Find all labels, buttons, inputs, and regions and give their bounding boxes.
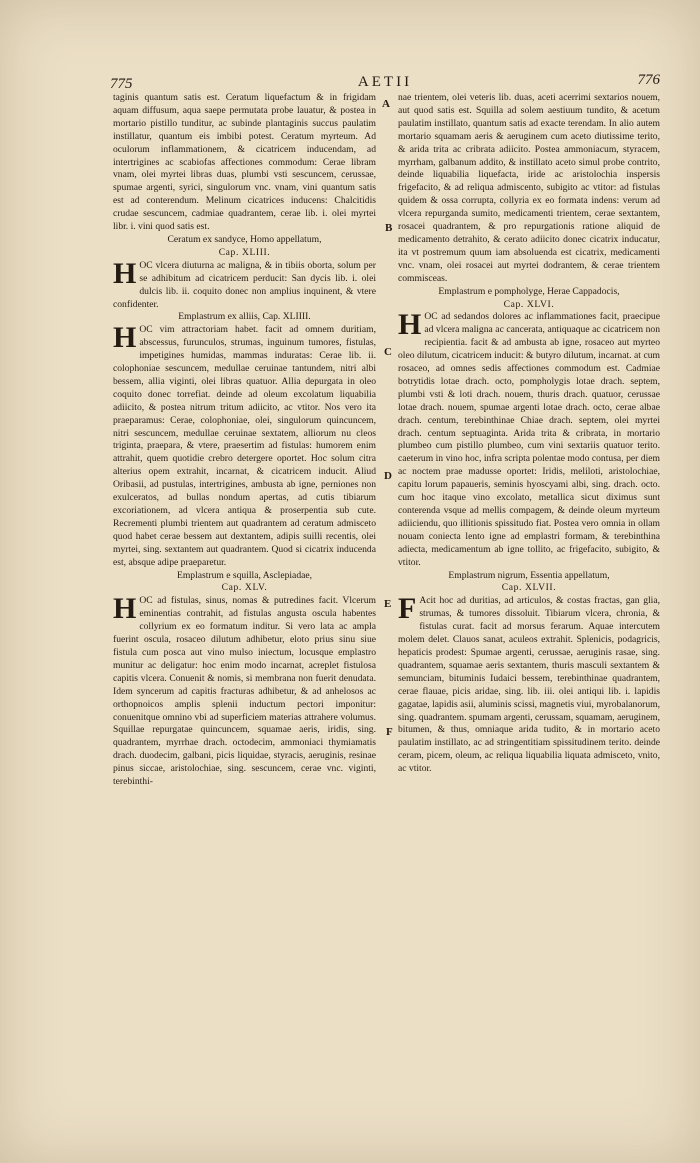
paragraph-text: Acit hoc ad duritias, ad articulos, & costas fractas, gan glia, strumas, & tumores dissoluit. Tibiarum vlcera, chronia, & fistulas curat. facit ad morsus ferarum. Aquae intercutem molem delet. Clauos sanat, aculeos extrahit. Splenicis, podagricis, hepaticis prodest: Spumae argenti, cerussae, aeruginis rasae, sing. quadrantem, squamae aeris sextantem, thuris masculi sextantem & semunciam, bituminis Iudaici bessem, terebinthinae quadrantem, cerae flauae, picis aridae, sing. lib. iii. olei antiqui lib. i. lapidis gagatae, lapidis asii, aluminis scissi, magnetis viui, myrobalanorum, sing. quadrantem. spumam argenti, cerussam, squamam, aeruginem, bitumen, & thus, omniaque arida tudito, & in mortario aceto paulatim instillato, ac ad stringentitiam spissitudinem terito. deinde ceram, picem, oleum, ac reliqua liquabilia liquata admisceto, vnito, ac vtitor. [398,595,660,775]
right-column [398,92,660,776]
left-column [113,92,376,789]
margin-letter-a: A [382,98,390,110]
margin-letter-d: D [384,470,392,482]
drop-capital: H [113,592,137,626]
chapter-title: Emplastrum nigrum, Essentia appellatum, [448,569,610,581]
drop-capital: H [398,308,422,342]
chapter-title: Emplastrum ex alliis, Cap. XLIIII. [178,311,311,323]
chapter-number: Cap. XLVI. [503,298,555,310]
chapter-title: Emplastrum e pompholyge, Herae Cappadocis, [438,285,620,297]
paragraph-text: OC vlcera diuturna ac maligna, & in tibiis oborta, solum per se adhibitum ad cicatricem perducit: San dycis lib. i. olei dulcis lib. ii. coquito donec non amplius inquinent, & vtere confidenter. [113,259,376,310]
chapter-number: Cap. XLV. [221,582,268,594]
chapter-number: Cap. XLVII. [501,582,557,594]
margin-letter-b: B [385,222,393,234]
paragraph-text: OC ad fistulas, sinus, nomas & putredines facit. Vlcerum eminentias contrahit, ad fistulas angusta osculа habentes collyrium ex eo formatum inditur. Si vero lata ac ampla fuerint oscula, rosaceo dilutum adhibetur, eloto prius sinu siue fistula cum posca aut vino mulso iniectum, locusque emplastro munitur ac deligatur: hoc enim modo incarnat, acreplet fistulosa capitis vlcera. Conuenit & nomis, si membrana non fuerit denudata. Idem syncerum ad capitis fracturas adhibetur, & ad anhelosos ac orthopnoicos amplis splenii inductum pectori imponitur: conuenitque omnino vbi ad superficiem materias attrahere volumus. Squillae repurgatae quincuncem, squamae aeris, iridis, sing. quadrantem, myrrhae drach. octodecim, ammoniaci thymiamatis drach. duodecim, galbani, picis liquidae, styracis, aeruginis, resinae pinus siccae, aristolochiae, sing. sescuncem, cerae vnc. viginti, terebinthi- [113,595,376,788]
left-page-number: 775 [110,76,133,92]
chapter-title: Emplastrum e squilla, Asclepiadae, [176,569,313,581]
paragraph-text: OC ad sedandos dolores ac inflammationes facit, praecipue ad vlcera maligna ac cancerata, antiquaque ac cicatricem non recipientia. facit & ad ambusta ab igne, rosaceo aut myrteo oleo dilutum, cicatricem inducit: & butyro dilutum, incarnat. at cum rosaceo, ad omnes sedis affectiones commodum est. Cadmiae botrytidis lotae drach. octo, pompholygis lotae drach. septem, plumbi vsti & loti drach. nouem, thuris drach. quatuor, cerussae lotae drach. nouem, spumae argenti lotae drach. octo, cerae albae drach. centum, terebinthinae Chiae drach. septem, olei myrtei drach. centum septuaginta. Arida trita & cribrata, in mortario plumbeo cum pistillo plumbeo, cum vini sextariis quatuor terito. caeterum in vino hoc, infra scripta polentae modo contusa, per diem ac noctem prae madusse oportet: Iridis, meliloti, aristolochiae, capitu lorum papaueris, seminis hyoscyami albi, sing. drach. octo. cum hoc itaque vino excolato, metallica sicut diximus sunt conterenda vsque ad mellis compagem, & deinde oleum myrteum adiiciendu, quo illitionis spissitudo fiat. Postea vero omnia in ollam nouam coniecta lento igne ad emplastri formam, & terebinthina adiecta, medicamentum ab igne tollito, ac frigefacito, subigito, & vtitor. [398,311,660,568]
running-head: AETII [357,74,413,90]
drop-capital: H [113,256,137,290]
paragraph-text: taginis quantum satis est. Ceratum liquefactum & in frigidam aquam diffusum, aqua saepe permutata probe lauatur, & postea in mortario pistillo tunditur, ac subinde plantaginis succus paulatim instillatur, quantum eis imbibi potest. Ceratum myrteum. Ad oculorum inflammationem, & cicatricem inducendam, ad intertrigines ac scabiofas affectiones commodum: Cerae libram vnam, olei myrtei libras duas, plumbi vsti sescuncem, cerussae, spumae argenti, syrici, singulorum vnc. vnam, vini quantum satis est ad conterendum. Melinum cicatrices inducens: Chalcitidis crudae sescuncem, cadmiae quadrantem, cerae lib. i. olei myrtei libr. i. vini quod satis est. [113,92,376,233]
chapter-number: Cap. XLIII. [218,246,271,258]
chapter-paragraph [113,256,376,312]
chapter-title: Ceratum ex sandyce, Homo appellatum, [167,233,322,245]
paragraph-text: OC vim attractoriam habet. facit ad omnem duritiam, abscessus, furunculos, strumas, inguinum tumores, fistulas, impetigines humidas, mammas induratas: Cerae lib. ii. colophoniae sescuncem, medullae ceruinae tantundem, nitri albi bessem, allia viginti, olei libras quatuor. Allia depurgata in oleo coquito donec torrefiat. deinde ad oleum excolatum liquabilia adiicito, & postea nitrum tritum adiicito, ac vtitor. Nos vero ita praeparamus: Cerae, colophoniae, olei, singulorum quincuncem, nitri sescuncem, medullae ceruinae sextatem, alliorum nu cleos triginta, praepara, & vtere, praesertim ad fistulas: humorem enim attrahit, quem quotidie crebro detergere oportet. Hoc solum citra alterius opem extrahit, incarnat, & cicatricem inducit. Aliud Oribasii, ad pustulas, intertrigines, ambusta ab igne, perniones non exulceratos, ad bullas nondum apertas, ad cutis tibiarum excoriationem, ad vlcera antiqua & proserpentia sub cute. Recrementi plumbi trientem aut quadrantem ad ceratum admisceto quod habet cerae bessem aut dextantem, adipis suilli recentis, olei myrtei, sing. sextantem aut quadrantem. Quod si cicatrix inducenda est, absque adipe praeparetur. [113,324,376,568]
paragraph-text: nae trientem, olei veteris lib. duas, aceti acerrimi sextarios nouem, aut quod satis est. Squilla ad solem aestiuum tundito, & acetum paulatim instillato, quantum satis ad exacte terendam. In alio autem mortario squamam aeris & aeruginem cum aceto diutissime terito, & arida trita ac cribrata adiicito. Postea ammoniacum, styracem, myrrham, galbanum addito, & instillato aceto simul probe contrito, deinde liquabilia liquefacta, iride ac aristolochia inspersis frigefacito, & ad reliqua admiscento, subigito ac vtitor: ad fistulas quidem & ossa corrupta, collyria ex eo formata indens: verum ad vlcera repurganda sumito, medicamenti trientem, cerae sextantem, rosacei quadrantem, & pro repurgationis ratione aliquid de medicamento detrahito, & cerato adiicito donec cicatrix inducatur, ita vt postremum quum iam absoluenda est cicatrix, medicamenti vnc. vnam, olei rosacei aut myrtei dodrantem, & cerae trientem commisceas. [398,92,660,284]
drop-capital: H [113,321,137,355]
drop-capital: F [398,592,417,626]
margin-letter-c: C [384,346,392,358]
margin-letter-e: E [384,598,392,610]
chapter-paragraph [398,308,660,569]
chapter-paragraph [398,592,660,776]
chapter-paragraph [113,321,376,569]
right-page-number: 776 [637,72,660,88]
margin-letter-f: F [386,726,393,738]
chapter-paragraph [113,592,376,789]
